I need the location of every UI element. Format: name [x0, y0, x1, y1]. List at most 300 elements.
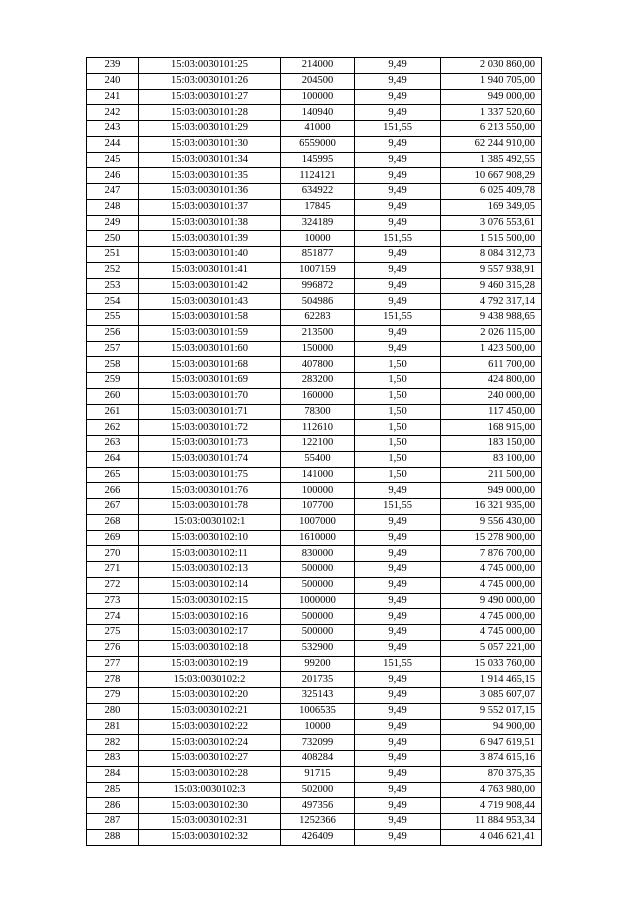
table-row	[87, 247, 542, 263]
cadastral-number-cell: 15:03:0030101:75	[139, 467, 281, 483]
table-row	[87, 388, 542, 404]
table-row	[87, 420, 542, 436]
row-number-cell: 288	[87, 829, 139, 845]
rate-cell: 9,49	[355, 546, 441, 562]
rate-cell: 9,49	[355, 625, 441, 641]
area-cell: 204500	[281, 73, 355, 89]
rate-cell: 1,50	[355, 357, 441, 373]
row-number-cell: 253	[87, 278, 139, 294]
row-number-cell: 262	[87, 420, 139, 436]
cadastral-number-cell: 15:03:0030101:35	[139, 168, 281, 184]
rate-cell: 9,49	[355, 688, 441, 704]
row-number-cell: 280	[87, 703, 139, 719]
value-cell: 4 745 000,00	[441, 562, 542, 578]
value-cell: 949 000,00	[441, 89, 542, 105]
row-number-cell: 269	[87, 530, 139, 546]
rate-cell: 1,50	[355, 404, 441, 420]
table-row	[87, 609, 542, 625]
row-number-cell: 254	[87, 294, 139, 310]
row-number-cell: 287	[87, 814, 139, 830]
value-cell: 6 947 619,51	[441, 735, 542, 751]
area-cell: 100000	[281, 89, 355, 105]
row-number-cell: 285	[87, 782, 139, 798]
area-cell: 122100	[281, 436, 355, 452]
row-number-cell: 248	[87, 199, 139, 215]
value-cell: 4 046 621,41	[441, 829, 542, 845]
rate-cell: 9,49	[355, 278, 441, 294]
cadastral-number-cell: 15:03:0030101:68	[139, 357, 281, 373]
cadastral-number-cell: 15:03:0030102:13	[139, 562, 281, 578]
row-number-cell: 259	[87, 373, 139, 389]
row-number-cell: 270	[87, 546, 139, 562]
row-number-cell: 282	[87, 735, 139, 751]
row-number-cell: 278	[87, 672, 139, 688]
area-cell: 283200	[281, 373, 355, 389]
rate-cell: 9,49	[355, 609, 441, 625]
value-cell: 1 515 500,00	[441, 231, 542, 247]
rate-cell: 1,50	[355, 388, 441, 404]
value-cell: 183 150,00	[441, 436, 542, 452]
value-cell: 4 763 980,00	[441, 782, 542, 798]
area-cell: 1007000	[281, 514, 355, 530]
cadastral-number-cell: 15:03:0030101:71	[139, 404, 281, 420]
table-row	[87, 341, 542, 357]
row-number-cell: 283	[87, 751, 139, 767]
area-cell: 500000	[281, 609, 355, 625]
cadastral-number-cell: 15:03:0030102:17	[139, 625, 281, 641]
rate-cell: 9,49	[355, 798, 441, 814]
cadastral-number-cell: 15:03:0030101:74	[139, 451, 281, 467]
table-row	[87, 530, 542, 546]
row-number-cell: 264	[87, 451, 139, 467]
rate-cell: 9,49	[355, 640, 441, 656]
area-cell: 500000	[281, 577, 355, 593]
cadastral-number-cell: 15:03:0030102:3	[139, 782, 281, 798]
value-cell: 62 244 910,00	[441, 136, 542, 152]
area-cell: 500000	[281, 562, 355, 578]
row-number-cell: 244	[87, 136, 139, 152]
area-cell: 732099	[281, 735, 355, 751]
table-row	[87, 262, 542, 278]
rate-cell: 9,49	[355, 672, 441, 688]
value-cell: 94 900,00	[441, 719, 542, 735]
area-cell: 107700	[281, 499, 355, 515]
area-cell: 213500	[281, 325, 355, 341]
table-row	[87, 814, 542, 830]
cadastral-number-cell: 15:03:0030101:28	[139, 105, 281, 121]
cadastral-number-cell: 15:03:0030101:30	[139, 136, 281, 152]
cadastral-number-cell: 15:03:0030101:25	[139, 58, 281, 74]
rate-cell: 9,49	[355, 262, 441, 278]
rate-cell: 9,49	[355, 751, 441, 767]
cadastral-number-cell: 15:03:0030102:18	[139, 640, 281, 656]
rate-cell: 151,55	[355, 499, 441, 515]
cadastral-number-cell: 15:03:0030101:76	[139, 483, 281, 499]
table-row	[87, 58, 542, 74]
area-cell: 1124121	[281, 168, 355, 184]
cadastral-number-cell: 15:03:0030102:27	[139, 751, 281, 767]
cadastral-number-cell: 15:03:0030101:41	[139, 262, 281, 278]
value-cell: 11 884 953,34	[441, 814, 542, 830]
area-cell: 10000	[281, 231, 355, 247]
row-number-cell: 276	[87, 640, 139, 656]
cadastral-number-cell: 15:03:0030102:30	[139, 798, 281, 814]
area-cell: 55400	[281, 451, 355, 467]
value-cell: 1 337 520,60	[441, 105, 542, 121]
rate-cell: 9,49	[355, 136, 441, 152]
value-cell: 611 700,00	[441, 357, 542, 373]
value-cell: 4 745 000,00	[441, 577, 542, 593]
table-row	[87, 231, 542, 247]
cadastral-number-cell: 15:03:0030101:58	[139, 310, 281, 326]
cadastral-number-cell: 15:03:0030101:36	[139, 184, 281, 200]
value-cell: 240 000,00	[441, 388, 542, 404]
cadastral-number-cell: 15:03:0030101:39	[139, 231, 281, 247]
cadastral-number-cell: 15:03:0030101:69	[139, 373, 281, 389]
cadastral-number-cell: 15:03:0030102:16	[139, 609, 281, 625]
rate-cell: 9,49	[355, 514, 441, 530]
table-row	[87, 199, 542, 215]
cadastral-number-cell: 15:03:0030101:72	[139, 420, 281, 436]
table-row	[87, 703, 542, 719]
rate-cell: 9,49	[355, 483, 441, 499]
row-number-cell: 272	[87, 577, 139, 593]
table-row	[87, 782, 542, 798]
area-cell: 91715	[281, 766, 355, 782]
table-row	[87, 688, 542, 704]
row-number-cell: 256	[87, 325, 139, 341]
cadastral-number-cell: 15:03:0030101:27	[139, 89, 281, 105]
row-number-cell: 268	[87, 514, 139, 530]
table-row	[87, 152, 542, 168]
table-row	[87, 467, 542, 483]
value-cell: 9 552 017,15	[441, 703, 542, 719]
row-number-cell: 243	[87, 121, 139, 137]
row-number-cell: 252	[87, 262, 139, 278]
rate-cell: 151,55	[355, 310, 441, 326]
row-number-cell: 286	[87, 798, 139, 814]
row-number-cell: 251	[87, 247, 139, 263]
cadastral-number-cell: 15:03:0030102:2	[139, 672, 281, 688]
cadastral-number-cell: 15:03:0030102:14	[139, 577, 281, 593]
table-row	[87, 373, 542, 389]
rate-cell: 9,49	[355, 703, 441, 719]
area-cell: 17845	[281, 199, 355, 215]
table-row	[87, 325, 542, 341]
row-number-cell: 274	[87, 609, 139, 625]
value-cell: 211 500,00	[441, 467, 542, 483]
row-number-cell: 267	[87, 499, 139, 515]
rate-cell: 151,55	[355, 231, 441, 247]
area-cell: 502000	[281, 782, 355, 798]
table-row	[87, 672, 542, 688]
area-cell: 407800	[281, 357, 355, 373]
value-cell: 4 745 000,00	[441, 625, 542, 641]
area-cell: 145995	[281, 152, 355, 168]
cadastral-number-cell: 15:03:0030102:19	[139, 656, 281, 672]
value-cell: 4 792 317,14	[441, 294, 542, 310]
cadastral-number-cell: 15:03:0030102:10	[139, 530, 281, 546]
area-cell: 141000	[281, 467, 355, 483]
row-number-cell: 263	[87, 436, 139, 452]
value-cell: 117 450,00	[441, 404, 542, 420]
table-row	[87, 829, 542, 845]
row-number-cell: 271	[87, 562, 139, 578]
table-row	[87, 215, 542, 231]
area-cell: 996872	[281, 278, 355, 294]
value-cell: 4 745 000,00	[441, 609, 542, 625]
rate-cell: 9,49	[355, 593, 441, 609]
value-cell: 1 385 492,55	[441, 152, 542, 168]
cadastral-number-cell: 15:03:0030101:40	[139, 247, 281, 263]
rate-cell: 151,55	[355, 656, 441, 672]
area-cell: 140940	[281, 105, 355, 121]
value-cell: 2 026 115,00	[441, 325, 542, 341]
area-cell: 1006535	[281, 703, 355, 719]
area-cell: 1007159	[281, 262, 355, 278]
cadastral-number-cell: 15:03:0030102:20	[139, 688, 281, 704]
value-cell: 1 940 705,00	[441, 73, 542, 89]
cadastral-number-cell: 15:03:0030101:43	[139, 294, 281, 310]
rate-cell: 9,49	[355, 325, 441, 341]
rate-cell: 9,49	[355, 58, 441, 74]
cadastral-number-cell: 15:03:0030102:15	[139, 593, 281, 609]
value-cell: 9 438 988,65	[441, 310, 542, 326]
table-row	[87, 483, 542, 499]
value-cell: 1 423 500,00	[441, 341, 542, 357]
area-cell: 62283	[281, 310, 355, 326]
table-row	[87, 121, 542, 137]
rate-cell: 9,49	[355, 73, 441, 89]
cadastral-number-cell: 15:03:0030102:31	[139, 814, 281, 830]
cadastral-number-cell: 15:03:0030101:38	[139, 215, 281, 231]
cadastral-value-table	[86, 57, 542, 846]
value-cell: 168 915,00	[441, 420, 542, 436]
rate-cell: 9,49	[355, 199, 441, 215]
rate-cell: 9,49	[355, 766, 441, 782]
cadastral-number-cell: 15:03:0030101:42	[139, 278, 281, 294]
row-number-cell: 275	[87, 625, 139, 641]
cadastral-number-cell: 15:03:0030102:11	[139, 546, 281, 562]
cadastral-number-cell: 15:03:0030102:24	[139, 735, 281, 751]
area-cell: 10000	[281, 719, 355, 735]
row-number-cell: 284	[87, 766, 139, 782]
row-number-cell: 273	[87, 593, 139, 609]
value-cell: 4 719 908,44	[441, 798, 542, 814]
rate-cell: 9,49	[355, 105, 441, 121]
table-row	[87, 105, 542, 121]
row-number-cell: 260	[87, 388, 139, 404]
table-row	[87, 404, 542, 420]
value-cell: 169 349,05	[441, 199, 542, 215]
rate-cell: 9,49	[355, 562, 441, 578]
value-cell: 2 030 860,00	[441, 58, 542, 74]
area-cell: 325143	[281, 688, 355, 704]
cadastral-number-cell: 15:03:0030101:70	[139, 388, 281, 404]
area-cell: 160000	[281, 388, 355, 404]
row-number-cell: 250	[87, 231, 139, 247]
area-cell: 504986	[281, 294, 355, 310]
area-cell: 100000	[281, 483, 355, 499]
table-row	[87, 577, 542, 593]
row-number-cell: 249	[87, 215, 139, 231]
rate-cell: 9,49	[355, 341, 441, 357]
row-number-cell: 265	[87, 467, 139, 483]
area-cell: 532900	[281, 640, 355, 656]
area-cell: 150000	[281, 341, 355, 357]
cadastral-number-cell: 15:03:0030101:26	[139, 73, 281, 89]
rate-cell: 9,49	[355, 294, 441, 310]
rate-cell: 1,50	[355, 436, 441, 452]
value-cell: 870 375,35	[441, 766, 542, 782]
row-number-cell: 247	[87, 184, 139, 200]
value-cell: 83 100,00	[441, 451, 542, 467]
cadastral-number-cell: 15:03:0030101:60	[139, 341, 281, 357]
value-cell: 5 057 221,00	[441, 640, 542, 656]
row-number-cell: 277	[87, 656, 139, 672]
rate-cell: 151,55	[355, 121, 441, 137]
table-row	[87, 798, 542, 814]
value-cell: 3 085 607,07	[441, 688, 542, 704]
cadastral-number-cell: 15:03:0030102:22	[139, 719, 281, 735]
table-row	[87, 514, 542, 530]
table-row	[87, 562, 542, 578]
value-cell: 9 490 000,00	[441, 593, 542, 609]
table-row	[87, 168, 542, 184]
rate-cell: 9,49	[355, 152, 441, 168]
rate-cell: 9,49	[355, 577, 441, 593]
table-row	[87, 656, 542, 672]
rate-cell: 9,49	[355, 829, 441, 845]
cadastral-number-cell: 15:03:0030101:78	[139, 499, 281, 515]
cadastral-number-cell: 15:03:0030101:34	[139, 152, 281, 168]
area-cell: 1252366	[281, 814, 355, 830]
table-row	[87, 546, 542, 562]
value-cell: 424 800,00	[441, 373, 542, 389]
table-row	[87, 357, 542, 373]
value-cell: 7 876 700,00	[441, 546, 542, 562]
table-row	[87, 89, 542, 105]
area-cell: 78300	[281, 404, 355, 420]
table-row	[87, 766, 542, 782]
rate-cell: 9,49	[355, 719, 441, 735]
area-cell: 112610	[281, 420, 355, 436]
rate-cell: 9,49	[355, 782, 441, 798]
table-row	[87, 499, 542, 515]
area-cell: 1610000	[281, 530, 355, 546]
rate-cell: 1,50	[355, 373, 441, 389]
value-cell: 9 556 430,00	[441, 514, 542, 530]
value-cell: 3 076 553,61	[441, 215, 542, 231]
area-cell: 634922	[281, 184, 355, 200]
area-cell: 426409	[281, 829, 355, 845]
table-row	[87, 451, 542, 467]
row-number-cell: 242	[87, 105, 139, 121]
area-cell: 851877	[281, 247, 355, 263]
area-cell: 214000	[281, 58, 355, 74]
value-cell: 15 033 760,00	[441, 656, 542, 672]
rate-cell: 9,49	[355, 89, 441, 105]
rate-cell: 9,49	[355, 530, 441, 546]
row-number-cell: 245	[87, 152, 139, 168]
value-cell: 15 278 900,00	[441, 530, 542, 546]
rate-cell: 9,49	[355, 184, 441, 200]
rate-cell: 9,49	[355, 735, 441, 751]
rate-cell: 9,49	[355, 814, 441, 830]
rate-cell: 1,50	[355, 451, 441, 467]
table-row	[87, 751, 542, 767]
area-cell: 1000000	[281, 593, 355, 609]
table-row	[87, 184, 542, 200]
row-number-cell: 258	[87, 357, 139, 373]
row-number-cell: 239	[87, 58, 139, 74]
rate-cell: 1,50	[355, 420, 441, 436]
table-row	[87, 593, 542, 609]
area-cell: 324189	[281, 215, 355, 231]
area-cell: 497356	[281, 798, 355, 814]
value-cell: 6 025 409,78	[441, 184, 542, 200]
table-row	[87, 625, 542, 641]
table-row	[87, 310, 542, 326]
rate-cell: 9,49	[355, 247, 441, 263]
row-number-cell: 266	[87, 483, 139, 499]
value-cell: 9 460 315,28	[441, 278, 542, 294]
rate-cell: 1,50	[355, 467, 441, 483]
area-cell: 201735	[281, 672, 355, 688]
row-number-cell: 241	[87, 89, 139, 105]
cadastral-number-cell: 15:03:0030102:21	[139, 703, 281, 719]
value-cell: 3 874 615,16	[441, 751, 542, 767]
cadastral-number-cell: 15:03:0030101:73	[139, 436, 281, 452]
value-cell: 16 321 935,00	[441, 499, 542, 515]
row-number-cell: 281	[87, 719, 139, 735]
table-row	[87, 278, 542, 294]
cadastral-number-cell: 15:03:0030101:29	[139, 121, 281, 137]
cadastral-number-cell: 15:03:0030102:28	[139, 766, 281, 782]
table-row	[87, 294, 542, 310]
value-cell: 10 667 908,29	[441, 168, 542, 184]
row-number-cell: 255	[87, 310, 139, 326]
table-row	[87, 719, 542, 735]
table-row	[87, 640, 542, 656]
area-cell: 408284	[281, 751, 355, 767]
value-cell: 6 213 550,00	[441, 121, 542, 137]
rate-cell: 9,49	[355, 215, 441, 231]
rate-cell: 9,49	[355, 168, 441, 184]
row-number-cell: 240	[87, 73, 139, 89]
value-cell: 949 000,00	[441, 483, 542, 499]
table-row	[87, 73, 542, 89]
row-number-cell: 279	[87, 688, 139, 704]
value-cell: 9 557 938,91	[441, 262, 542, 278]
cadastral-number-cell: 15:03:0030102:32	[139, 829, 281, 845]
table-row	[87, 436, 542, 452]
row-number-cell: 261	[87, 404, 139, 420]
area-cell: 6559000	[281, 136, 355, 152]
value-cell: 1 914 465,15	[441, 672, 542, 688]
area-cell: 99200	[281, 656, 355, 672]
cadastral-number-cell: 15:03:0030102:1	[139, 514, 281, 530]
area-cell: 830000	[281, 546, 355, 562]
row-number-cell: 246	[87, 168, 139, 184]
value-cell: 8 084 312,73	[441, 247, 542, 263]
cadastral-number-cell: 15:03:0030101:37	[139, 199, 281, 215]
cadastral-number-cell: 15:03:0030101:59	[139, 325, 281, 341]
row-number-cell: 257	[87, 341, 139, 357]
area-cell: 500000	[281, 625, 355, 641]
area-cell: 41000	[281, 121, 355, 137]
table-row	[87, 136, 542, 152]
